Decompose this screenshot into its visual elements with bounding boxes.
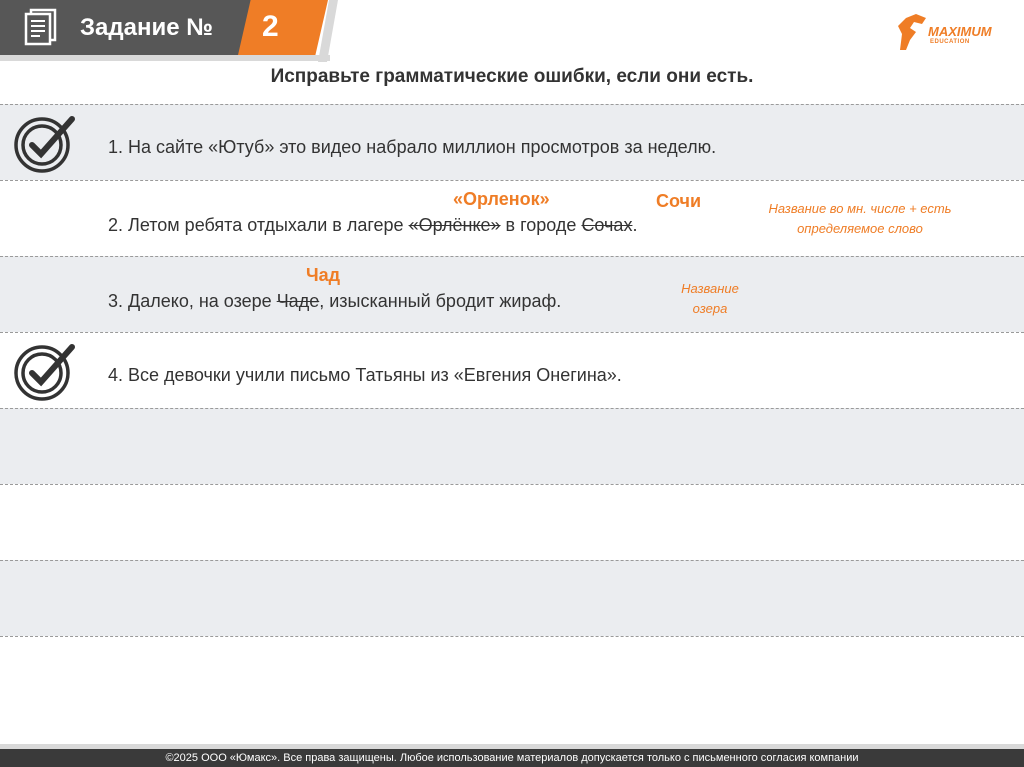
sentence-text: Летом ребята отдыхали в лагере bbox=[128, 215, 409, 235]
sentence-row-3 bbox=[0, 256, 1024, 332]
correction-orlenok: «Орленок» bbox=[453, 189, 550, 209]
sentence-2 bbox=[108, 215, 637, 236]
sentence-text: в городе bbox=[500, 215, 582, 235]
correction-chad: Чад bbox=[306, 265, 341, 285]
sentence-text: . bbox=[632, 215, 638, 235]
struck-word: Чаде bbox=[276, 291, 320, 311]
check-circle-icon bbox=[12, 341, 76, 401]
rule-note-3: Название озера bbox=[681, 281, 739, 316]
sentence-text: Все девочки учили письмо Татьяны из «Евгения Онегина». bbox=[128, 365, 622, 385]
task-number: 2 bbox=[262, 10, 279, 43]
struck-word: «Орлёнке» bbox=[408, 215, 501, 235]
task-number-badge bbox=[238, 0, 328, 55]
maximum-logo-icon bbox=[896, 12, 930, 52]
sentence-row-1 bbox=[0, 104, 1024, 180]
rule-note-2: Название во мн. числе + есть определяемое слово bbox=[768, 201, 952, 236]
sentence-3 bbox=[108, 291, 561, 312]
correction-sochi: Сочи bbox=[656, 191, 702, 211]
empty-row bbox=[0, 636, 1024, 744]
sentence-row-2 bbox=[0, 180, 1024, 256]
sentence-number: 3. bbox=[108, 291, 124, 311]
footer-copyright: ©2025 ООО «Юмакс». Все права защищены. Любое использование материалов допускается только с письменного согласия компании bbox=[0, 749, 1024, 767]
struck-word: Сочах bbox=[581, 215, 633, 235]
header-underline bbox=[0, 55, 330, 61]
document-icon bbox=[22, 8, 62, 46]
task-label: Задание № bbox=[80, 14, 213, 41]
check-circle-icon bbox=[12, 113, 76, 173]
sentence-4 bbox=[108, 365, 622, 386]
logo-text: MAXIMUM bbox=[928, 24, 992, 39]
sentence-1 bbox=[108, 137, 716, 158]
sentence-text: , изысканный бродит жираф. bbox=[319, 291, 562, 311]
sentence-number: 4. bbox=[108, 365, 124, 385]
sentence-number: 1. bbox=[108, 137, 124, 157]
sentence-text: На сайте «Ютуб» это видео набрало миллион просмотров за неделю. bbox=[128, 137, 717, 157]
empty-row bbox=[0, 560, 1024, 636]
empty-row bbox=[0, 484, 1024, 560]
empty-row bbox=[0, 408, 1024, 484]
logo-subtext: EDUCATION bbox=[930, 39, 970, 45]
header bbox=[0, 0, 1024, 62]
instruction-title: Исправьте грамматические ошибки, если они есть. bbox=[270, 66, 754, 87]
sentence-number: 2. bbox=[108, 215, 124, 235]
sentence-text: Далеко, на озере bbox=[128, 291, 277, 311]
sentence-row-4 bbox=[0, 332, 1024, 408]
